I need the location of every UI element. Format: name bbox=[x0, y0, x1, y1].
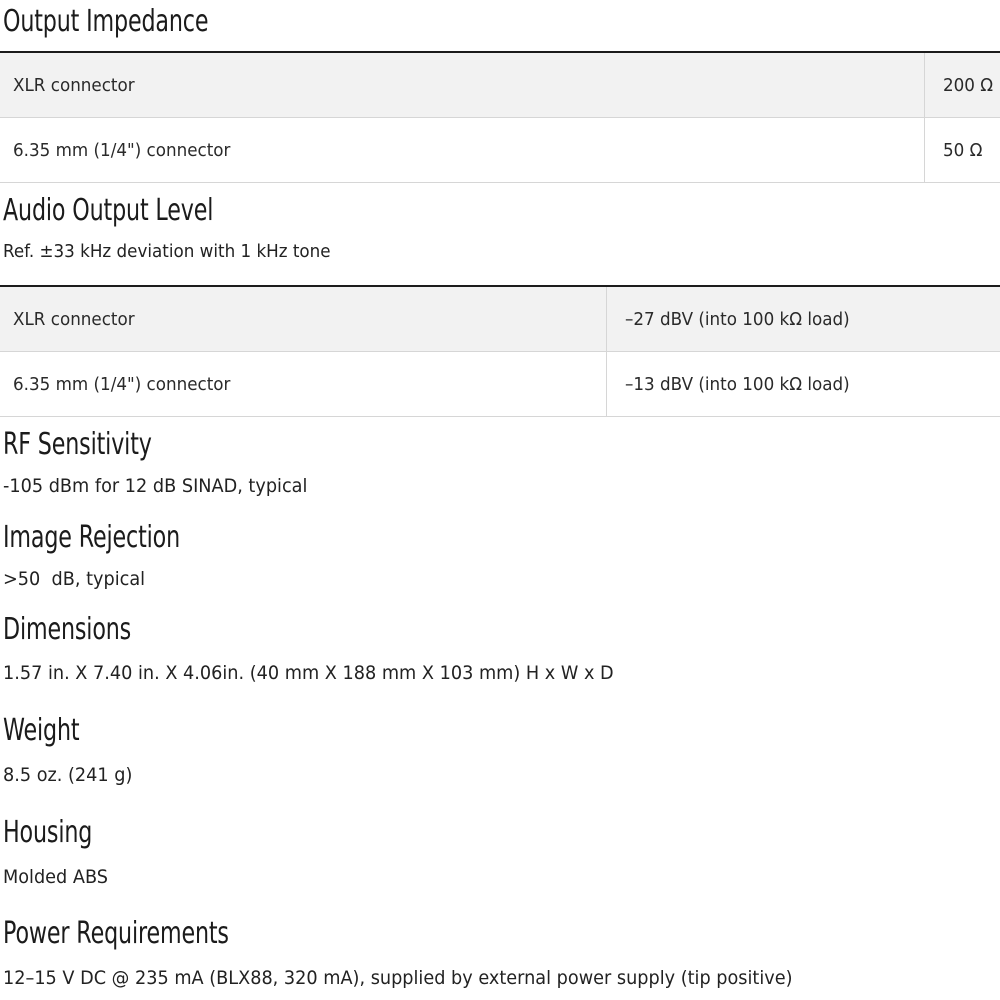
dimensions-heading: Dimensions bbox=[3, 612, 132, 647]
rf-sensitivity-heading: RF Sensitivity bbox=[3, 427, 152, 462]
spec-label: XLR connector bbox=[0, 286, 606, 352]
table-row bbox=[0, 286, 1000, 352]
image-rejection-text: >50 dB, typical bbox=[3, 568, 146, 590]
dimensions-text: 1.57 in. X 7.40 in. X 4.06in. (40 mm X 188 mm X 103 mm) H x W x D bbox=[3, 662, 614, 684]
spec-value: 200 Ω bbox=[924, 52, 1000, 118]
image-rejection-heading: Image Rejection bbox=[3, 520, 181, 555]
output-impedance-heading: Output Impedance bbox=[3, 4, 209, 39]
spec-value: –27 dBV (into 100 kΩ load) bbox=[606, 286, 1000, 352]
spec-label: 6.35 mm (1/4") connector bbox=[0, 118, 924, 183]
housing-text: Molded ABS bbox=[3, 866, 109, 888]
spec-value: –13 dBV (into 100 kΩ load) bbox=[606, 352, 1000, 417]
power-requirements-heading: Power Requirements bbox=[3, 916, 229, 951]
weight-heading: Weight bbox=[3, 713, 80, 748]
housing-heading: Housing bbox=[3, 815, 93, 850]
audio-output-level-note: Ref. ±33 kHz deviation with 1 kHz tone bbox=[3, 241, 331, 262]
power-requirements-text: 12–15 V DC @ 235 mA (BLX88, 320 mA), supplied by external power supply (tip positive) bbox=[3, 967, 793, 989]
spec-label: XLR connector bbox=[0, 52, 924, 118]
audio-output-level-table bbox=[0, 285, 1000, 417]
table-row bbox=[0, 352, 1000, 417]
spec-label: 6.35 mm (1/4") connector bbox=[0, 352, 606, 417]
spec-value: 50 Ω bbox=[924, 118, 1000, 183]
weight-text: 8.5 oz. (241 g) bbox=[3, 764, 133, 786]
output-impedance-table bbox=[0, 51, 1000, 183]
rf-sensitivity-text: -105 dBm for 12 dB SINAD, typical bbox=[3, 475, 308, 497]
audio-output-level-heading: Audio Output Level bbox=[3, 193, 214, 228]
table-row bbox=[0, 118, 1000, 183]
table-row bbox=[0, 52, 1000, 118]
